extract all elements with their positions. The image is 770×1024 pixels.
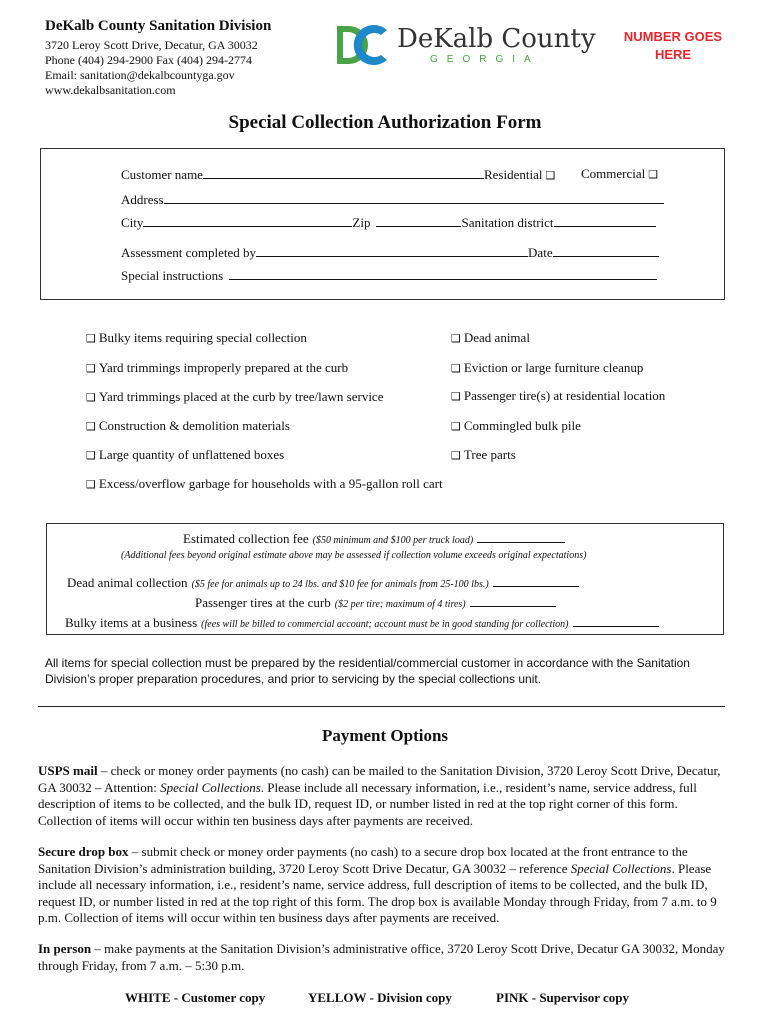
dead-animal-fee-row — [67, 574, 579, 592]
additional-fee-note: (Additional fees beyond original estimate above may be assessed if collection volume exceeds original expectations) — [121, 550, 587, 561]
option-eviction[interactable] — [448, 360, 643, 376]
checkbox[interactable]: ❑ — [451, 362, 461, 375]
date-field[interactable] — [553, 244, 659, 257]
option-excess-garbage[interactable] — [83, 476, 443, 492]
checkbox[interactable]: ❑ — [86, 420, 96, 433]
city-field[interactable] — [143, 214, 352, 227]
option-tires[interactable] — [448, 388, 665, 404]
option-yard-service[interactable] — [83, 389, 383, 405]
dead-animal-fee-label: Dead animal collection — [67, 575, 188, 590]
logo-main-text: DeKalb County — [397, 24, 596, 54]
dropbox-italic: Special Collections — [570, 860, 672, 876]
customer-name-row — [121, 166, 558, 183]
address-label: Address — [121, 192, 164, 207]
option-dead-animal[interactable] — [448, 330, 530, 346]
estimated-fee-label: Estimated collection fee — [183, 531, 309, 546]
payment-heading: Payment Options — [321, 726, 449, 745]
option-label: Construction & demolition materials — [98, 418, 290, 433]
preparation-notice: All items for special collection must be prepared by the residential/commercial customer in accordance with the Sanitation Division’s proper preparation procedures, and prior to servicing by the special collections unit. — [45, 656, 690, 686]
city-row — [121, 214, 656, 231]
dropbox-paragraph — [38, 844, 732, 927]
commercial-row — [581, 166, 661, 182]
usps-text-2: . Please include all necessary information, i.e., resident’s name, service address, full description of items to be collected, and the bulk ID, request ID, or number listed in red at the top right corner of this form. Collection of items will occur within ten business days after payments are received. — [38, 779, 697, 828]
checkbox[interactable]: ❑ — [451, 332, 461, 345]
customer-name-label: Customer name — [121, 167, 203, 182]
in-person-label: In person — [38, 941, 92, 956]
commercial-checkbox[interactable]: ❑ — [648, 168, 659, 181]
usps-label: USPS mail — [38, 763, 98, 778]
logo-sub-text: GEORGIA — [430, 54, 540, 65]
option-label: Yard trimmings improperly prepared at the curb — [98, 360, 349, 375]
section-divider — [38, 706, 725, 707]
number-placeholder — [620, 28, 726, 64]
district-field[interactable] — [554, 214, 656, 227]
usps-text-1: – check or money order payments (no cash) can be mailed to the Sanitation Division, 3720 Leroy Scott Drive, Decatur, GA 30032 – Attention: — [38, 763, 721, 795]
dekalb-logo — [335, 24, 395, 71]
dead-animal-fee-note: ($5 fee for animals up to 24 lbs. and $10 fee for animals from 25-100 lbs.) — [191, 579, 489, 590]
estimated-fee-row — [183, 530, 565, 548]
org-name: DeKalb County Sanitation Division — [45, 18, 272, 34]
district-label: Sanitation district — [461, 215, 554, 230]
commercial-label: Commercial — [581, 166, 646, 181]
option-label: Tree parts — [463, 447, 516, 462]
checkbox[interactable]: ❑ — [451, 449, 461, 462]
tires-fee-field[interactable] — [470, 594, 556, 607]
option-label: Large quantity of unflattened boxes — [98, 447, 285, 462]
city-label: City — [121, 215, 144, 230]
checkbox[interactable]: ❑ — [86, 391, 96, 404]
usps-italic: Special Collections — [160, 779, 261, 795]
option-yard-improper[interactable] — [83, 360, 348, 376]
checkbox[interactable]: ❑ — [451, 390, 461, 403]
business-fee-field[interactable] — [573, 614, 659, 627]
org-phone-fax: Phone (404) 294-2900 Fax (404) 294-2774 — [45, 53, 252, 67]
dead-animal-fee-field[interactable] — [493, 574, 579, 587]
address-row — [121, 191, 664, 208]
zip-label: Zip — [352, 215, 371, 230]
dropbox-text-1: – submit check or money order payments (no cash) to a secure drop box located at the front entrance to the Sanitation Division’s administration building, 3720 Leroy Scott Drive Decatur, GA 30032 – reference — [38, 844, 688, 876]
residential-label: Residential — [483, 167, 543, 182]
checkbox[interactable]: ❑ — [86, 362, 96, 375]
org-address: 3720 Leroy Scott Drive, Decatur, GA 30032 — [45, 38, 258, 52]
tires-fee-label: Passenger tires at the curb — [195, 595, 331, 610]
option-boxes[interactable] — [83, 447, 284, 463]
tires-fee-row — [195, 594, 556, 612]
number-line-1: NUMBER GOES — [623, 29, 723, 44]
option-construction[interactable] — [83, 418, 290, 434]
form-title: Special Collection Authorization Form — [228, 112, 542, 133]
option-label: Excess/overflow garbage for households with a 95-gallon roll cart — [98, 476, 443, 491]
in-person-text: – make payments at the Sanitation Division’s administrative office, 3720 Leroy Scott Drive, Decatur GA 30032, Monday through Friday, from 7 a.m. – 5:30 p.m. — [38, 941, 725, 973]
option-label: Dead animal — [463, 330, 530, 345]
instructions-field[interactable] — [229, 267, 657, 280]
option-label: Eviction or large furniture cleanup — [463, 360, 644, 375]
business-fee-row — [65, 614, 659, 632]
option-tree-parts[interactable] — [448, 447, 516, 463]
assessment-field[interactable] — [256, 244, 528, 257]
address-field[interactable] — [164, 191, 664, 204]
copy-pink: PINK - Supervisor copy — [496, 990, 630, 1005]
residential-checkbox[interactable]: ❑ — [545, 169, 556, 182]
usps-paragraph — [38, 763, 732, 829]
dropbox-text-2: . Please include all necessary information, i.e., resident’s name, service address, full description of items to be collected, and the bulk ID, request ID, or number listed in red at the top right of this form. The drop box is available Monday through Friday, from 7 a.m. to 9 p.m. Collection of items will occur within ten business days after payments are received. — [38, 860, 717, 925]
dc-logo-mark-icon — [335, 24, 395, 66]
in-person-paragraph — [38, 941, 732, 974]
checkbox[interactable]: ❑ — [86, 449, 96, 462]
checkbox[interactable]: ❑ — [451, 420, 461, 433]
customer-name-field[interactable] — [203, 166, 484, 179]
assessment-row — [121, 244, 659, 261]
option-label: Bulky items requiring special collection — [98, 330, 307, 345]
copy-white: WHITE - Customer copy — [125, 990, 266, 1005]
instructions-row — [121, 267, 657, 284]
number-line-2: HERE — [654, 47, 692, 62]
option-bulky-items[interactable] — [83, 330, 307, 346]
tires-fee-note: ($2 per tire; maximum of 4 tires) — [334, 599, 466, 610]
checkbox[interactable]: ❑ — [86, 478, 96, 491]
assessment-label: Assessment completed by — [121, 245, 257, 260]
option-commingled[interactable] — [448, 418, 581, 434]
business-fee-label: Bulky items at a business — [65, 615, 198, 630]
checkbox[interactable]: ❑ — [86, 332, 96, 345]
org-email: Email: sanitation@dekalbcountyga.gov — [45, 68, 235, 82]
zip-field[interactable] — [376, 214, 461, 227]
option-label: Passenger tire(s) at residential location — [463, 388, 666, 403]
instructions-label: Special instructions — [121, 268, 224, 283]
copy-yellow: YELLOW - Division copy — [308, 990, 452, 1005]
date-label: Date — [528, 245, 553, 260]
dropbox-label: Secure drop box — [38, 844, 129, 859]
estimated-fee-field[interactable] — [477, 530, 565, 543]
option-label: Yard trimmings placed at the curb by tree/lawn service — [98, 389, 384, 404]
org-website: www.dekalbsanitation.com — [45, 83, 176, 97]
estimated-fee-note: ($50 minimum and $100 per truck load) — [312, 535, 474, 546]
business-fee-note: (fees will be billed to commercial account; account must be in good standing for collection) — [201, 619, 569, 630]
option-label: Commingled bulk pile — [463, 418, 581, 433]
